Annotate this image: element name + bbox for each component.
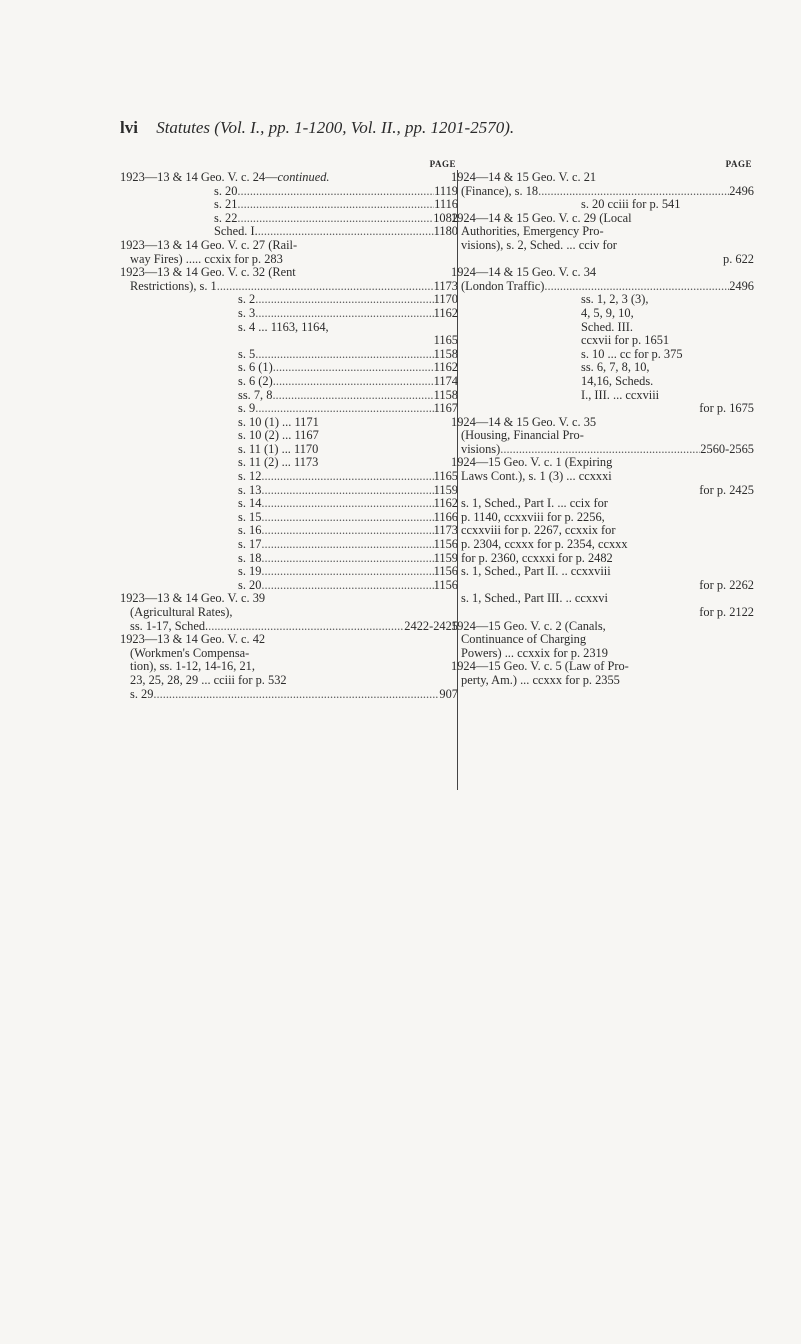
index-entry xyxy=(120,524,458,538)
dot-leader xyxy=(258,225,434,239)
entry-text: s. 19 xyxy=(238,565,262,579)
index-entry xyxy=(120,253,458,267)
entry-text: tion), ss. 1-12, 14-16, 21, xyxy=(130,660,255,674)
entry-text: s. 10 (1) ... 1171 xyxy=(238,415,319,429)
index-entry xyxy=(120,443,458,457)
page-ref: 1156 xyxy=(433,538,458,552)
entry-text: (Finance), s. 18 xyxy=(461,184,539,198)
index-entry xyxy=(451,565,754,579)
entry-text: ss. 6, 7, 8, 10, xyxy=(581,361,650,375)
dot-leader xyxy=(538,185,729,199)
entry-text: 23, 25, 28, 29 ... cciii for p. 532 xyxy=(130,673,287,687)
entry-text: 1923—13 & 14 Geo. V. c. 24— xyxy=(120,171,278,184)
index-entry xyxy=(451,552,754,566)
index-entry xyxy=(120,212,458,226)
dot-leader xyxy=(153,688,439,702)
index-entry xyxy=(451,511,754,525)
continued-label: continued. xyxy=(277,171,330,184)
index-entry xyxy=(120,389,458,403)
entry-text: s. 20 xyxy=(238,578,262,592)
index-entry xyxy=(451,674,754,688)
dot-leader xyxy=(208,620,404,634)
page-ref: 2422-2425 xyxy=(404,619,458,633)
page-ref: 1165 xyxy=(433,470,458,484)
index-entry xyxy=(451,443,754,457)
dot-leader xyxy=(273,361,434,375)
entry-text: Laws Cont.), s. 1 (3) ... ccxxxi xyxy=(461,470,612,484)
index-entry xyxy=(120,198,458,212)
page-ref: 1162 xyxy=(433,306,458,320)
page-ref: 1119 xyxy=(434,184,458,198)
index-entry xyxy=(120,484,458,498)
entry-text: 1924—15 Geo. V. c. 2 (Canals, xyxy=(451,619,606,633)
entry-text: p. 1140, ccxxviii for p. 2256, xyxy=(461,510,605,524)
entry-text: s. 1, Sched., Part III. .. ccxxvi xyxy=(461,592,608,606)
index-entry-continuation: for p. 1675 xyxy=(699,402,754,416)
dot-leader xyxy=(261,579,433,593)
entry-text: Sched. III. xyxy=(581,320,633,334)
index-entry xyxy=(451,266,754,280)
dot-leader xyxy=(255,348,433,362)
entry-text: for p. 2360, ccxxxi for p. 2482 xyxy=(461,551,613,565)
index-entry xyxy=(451,334,754,348)
entry-text: Continuance of Charging xyxy=(461,633,587,647)
entry-text: s. 6 (2) xyxy=(238,374,273,388)
entry-text: ss. 7, 8 xyxy=(238,388,273,402)
entry-text: s. 15 xyxy=(238,510,262,524)
entry-text: Authorities, Emergency Pro- xyxy=(461,225,604,239)
entry-text: s. 12 xyxy=(238,470,262,484)
page-ref: 1162 xyxy=(433,497,458,511)
index-entry xyxy=(451,538,754,552)
index-entry xyxy=(120,185,458,199)
index-entry xyxy=(451,239,754,253)
index-entry xyxy=(120,606,458,620)
page-ref: 1159 xyxy=(433,551,458,565)
entry-text: way Fires) ..... ccxix for p. 283 xyxy=(130,252,283,266)
page-ref: 1082 xyxy=(433,211,458,225)
index-entry xyxy=(120,470,458,484)
index-entry xyxy=(451,660,754,674)
entry-text: visions), s. 2, Sched. ... cciv for xyxy=(461,238,617,252)
index-entry-continuation: for p. 2262 xyxy=(699,578,754,592)
dot-leader xyxy=(272,389,433,403)
left-column xyxy=(120,158,458,701)
index-entry xyxy=(120,579,458,593)
entry-text: 1923—13 & 14 Geo. V. c. 42 xyxy=(120,633,266,647)
entry-text: 1924—15 Geo. V. c. 5 (Law of Pro- xyxy=(451,660,629,674)
running-title: Statutes (Vol. I., pp. 1-1200, Vol. II., pp. 1201-2570). xyxy=(156,118,515,137)
entry-text: ccxxviii for p. 2267, ccxxix for xyxy=(461,524,616,538)
dot-leader xyxy=(261,470,433,484)
page-ref: 1170 xyxy=(433,293,458,307)
page-column-heading: PAGE xyxy=(429,159,456,169)
entry-text: s. 20 xyxy=(214,184,238,198)
index-entry xyxy=(451,592,754,606)
index-entry-continuation: for p. 2425 xyxy=(699,483,754,497)
index-entry xyxy=(120,552,458,566)
entry-text: s. 16 xyxy=(238,524,262,538)
entry-text: 1924—14 & 15 Geo. V. c. 29 (Local xyxy=(451,211,632,225)
entry-text: 1923—13 & 14 Geo. V. c. 32 (Rent xyxy=(120,266,296,280)
entry-text: 14,16, Scheds. xyxy=(581,374,654,388)
entry-text: perty, Am.) ... ccxxx for p. 2355 xyxy=(461,673,620,687)
index-entry xyxy=(120,171,458,185)
entry-text: s. 20 cciii for p. 541 xyxy=(581,198,681,212)
index-entry xyxy=(451,416,754,430)
entry-text: s. 11 (1) ... 1170 xyxy=(238,442,319,456)
page-ref: 1158 xyxy=(433,388,458,402)
entry-text: s. 17 xyxy=(238,538,262,552)
running-header xyxy=(120,118,740,138)
page-ref: 907 xyxy=(439,687,458,701)
index-entry xyxy=(451,225,754,239)
index-entry xyxy=(451,307,754,321)
index-entry xyxy=(120,429,458,443)
entry-text: 1924—14 & 15 Geo. V. c. 35 xyxy=(451,415,597,429)
entry-text: 1924—14 & 15 Geo. V. c. 21 xyxy=(451,171,597,184)
entry-text: 1924—15 Geo. V. c. 1 (Expiring xyxy=(451,456,613,470)
dot-leader xyxy=(261,565,433,579)
right-entry-list xyxy=(451,171,754,688)
entry-text: s. 1, Sched., Part I. ... ccix for xyxy=(461,497,608,511)
entry-text: s. 13 xyxy=(238,483,262,497)
page-number: lvi xyxy=(120,118,138,137)
page-ref: 2496 xyxy=(729,184,754,198)
index-entry xyxy=(120,511,458,525)
dot-leader xyxy=(500,443,700,457)
entry-text: s. 21 xyxy=(214,198,238,212)
index-entry xyxy=(120,497,458,511)
index-entry xyxy=(451,185,754,199)
index-entry xyxy=(120,592,458,606)
entry-text: (Workmen's Compensa- xyxy=(130,646,250,660)
entry-text: s. 5 xyxy=(238,347,256,361)
index-entry-continuation: p. 622 xyxy=(723,252,754,266)
index-entry-continuation: for p. 2122 xyxy=(699,606,754,619)
entry-text: s. 10 ... cc for p. 375 xyxy=(581,347,683,361)
index-entry xyxy=(120,674,458,688)
page-ref: 2496 xyxy=(729,279,754,293)
page-ref: 1156 xyxy=(433,565,458,579)
dot-leader xyxy=(237,185,434,199)
entry-text: s. 14 xyxy=(238,497,262,511)
entry-text: Sched. I. xyxy=(214,225,258,239)
index-entry xyxy=(451,212,754,226)
index-entry xyxy=(120,280,458,294)
index-entry xyxy=(120,375,458,389)
index-entry xyxy=(451,497,754,511)
entry-text: I., III. ... ccxviii xyxy=(581,388,660,402)
page-ref: 1159 xyxy=(433,483,458,497)
entry-text: s. 9 xyxy=(238,402,256,416)
entry-text: visions) xyxy=(461,442,501,456)
page-ref: 1167 xyxy=(433,402,458,416)
dot-leader xyxy=(261,538,433,552)
entry-text: s. 4 ... 1163, 1164, xyxy=(238,320,329,334)
dot-leader xyxy=(261,552,433,566)
index-entry xyxy=(120,688,458,702)
index-entry xyxy=(451,280,754,294)
entry-text: 1923—13 & 14 Geo. V. c. 27 (Rail- xyxy=(120,238,298,252)
entry-text: Powers) ... ccxxix for p. 2319 xyxy=(461,646,608,660)
index-entry xyxy=(451,647,754,661)
index-entry xyxy=(120,225,458,239)
page-ref: 1180 xyxy=(433,225,458,239)
entry-text: 4, 5, 9, 10, xyxy=(581,306,634,320)
page-column-heading: PAGE xyxy=(725,159,752,169)
index-entry xyxy=(451,171,754,185)
entry-text: s. 6 (1) xyxy=(238,361,273,375)
page-ref: 1173 xyxy=(433,524,458,538)
entry-text: s. 10 (2) ... 1167 xyxy=(238,429,319,443)
entry-text: s. 29 xyxy=(130,687,154,701)
index-entry xyxy=(451,348,754,362)
index-entry xyxy=(120,456,458,470)
index-entry xyxy=(451,389,754,403)
page-ref: 1174 xyxy=(433,374,458,388)
index-entry xyxy=(120,565,458,579)
index-entry xyxy=(120,266,458,280)
dot-leader xyxy=(261,511,433,525)
dot-leader xyxy=(544,280,729,294)
entry-text: s. 1, Sched., Part II. .. ccxxviii xyxy=(461,565,611,579)
entry-text: s. 22 xyxy=(214,211,238,225)
index-entry xyxy=(120,647,458,661)
index-entry xyxy=(120,321,458,335)
index-entry xyxy=(451,321,754,335)
index-entry xyxy=(451,198,754,212)
entry-text: (London Traffic) xyxy=(461,279,545,293)
index-entry xyxy=(120,361,458,375)
page-ref: 1166 xyxy=(433,510,458,524)
index-entry xyxy=(451,375,754,389)
index-entry xyxy=(120,307,458,321)
page-ref: 2560-2565 xyxy=(700,442,754,456)
index-entry xyxy=(451,361,754,375)
entry-text: s. 3 xyxy=(238,306,256,320)
entry-text: Restrictions), s. 1 xyxy=(130,279,217,293)
dot-leader xyxy=(261,524,433,538)
index-entry xyxy=(120,402,458,416)
entry-text: ss. 1-17, Sched. xyxy=(130,619,209,633)
index-entry xyxy=(451,620,754,634)
index-entry xyxy=(120,239,458,253)
page-ref: 1158 xyxy=(433,347,458,361)
index-entry xyxy=(451,524,754,538)
entry-text: p. 2304, ccxxx for p. 2354, ccxxx xyxy=(461,538,628,552)
index-entry xyxy=(120,633,458,647)
index-entry xyxy=(120,293,458,307)
entry-text: ccxvii for p. 1651 xyxy=(581,334,670,348)
index-entry xyxy=(120,660,458,674)
dot-leader xyxy=(237,198,434,212)
dot-leader xyxy=(217,280,434,294)
index-entry xyxy=(451,429,754,443)
entry-text: (Housing, Financial Pro- xyxy=(461,429,584,443)
index-entry xyxy=(120,348,458,362)
page-ref: 1156 xyxy=(433,578,458,592)
entry-text: s. 2 xyxy=(238,293,256,307)
entry-text: s. 18 xyxy=(238,551,262,565)
entry-text: (Agricultural Rates), xyxy=(130,606,233,619)
index-entry xyxy=(451,456,754,470)
entry-text: s. 11 (2) ... 1173 xyxy=(238,456,319,470)
index-entry xyxy=(120,416,458,430)
page-ref: 1116 xyxy=(434,198,458,212)
entry-text: 1924—14 & 15 Geo. V. c. 34 xyxy=(451,266,597,280)
dot-leader xyxy=(261,497,433,511)
index-entry xyxy=(451,470,754,484)
index-entry-continuation: 1165 xyxy=(433,334,458,348)
index-entry xyxy=(120,620,458,634)
dot-leader xyxy=(255,293,433,307)
page-ref: 1162 xyxy=(433,361,458,375)
dot-leader xyxy=(261,484,433,498)
right-column xyxy=(451,158,754,688)
index-entry xyxy=(451,633,754,647)
dot-leader xyxy=(255,402,433,416)
dot-leader xyxy=(255,307,433,321)
index-entry xyxy=(120,538,458,552)
page-ref: 1173 xyxy=(433,279,458,293)
left-entry-list xyxy=(120,171,458,701)
dot-leader xyxy=(273,375,434,389)
entry-text: 1923—13 & 14 Geo. V. c. 39 xyxy=(120,592,266,606)
dot-leader xyxy=(237,212,433,226)
entry-text: ss. 1, 2, 3 (3), xyxy=(581,293,649,307)
index-entry xyxy=(451,293,754,307)
